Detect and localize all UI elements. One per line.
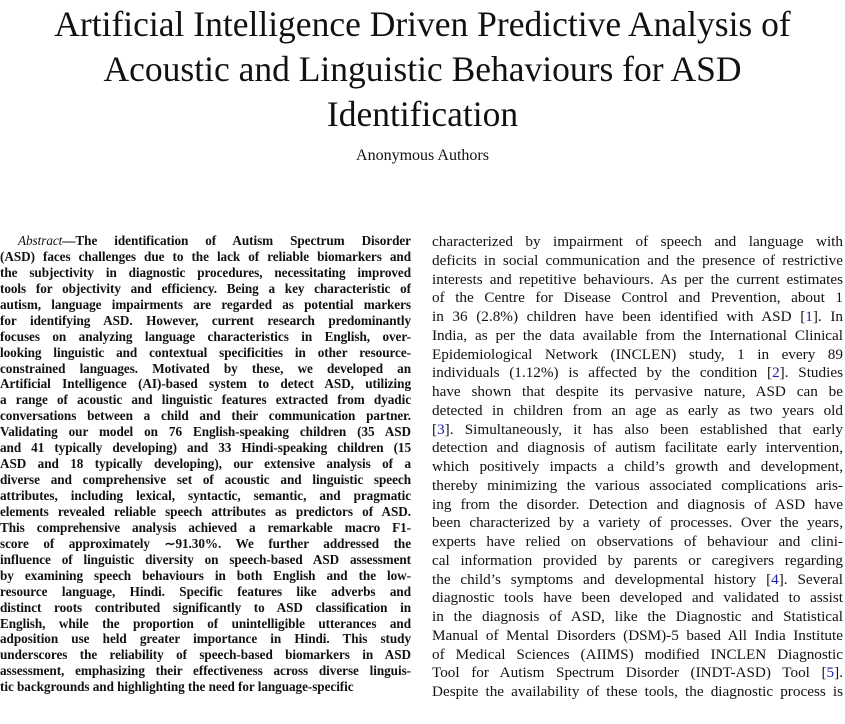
body-line: thereby minimizing the various associated complications aris- [432,476,843,494]
body-line: interests and repetitive behaviours. As per the current estimates [432,270,843,288]
citation-link[interactable]: 4 [771,570,779,588]
abstract-line: elements revealed reliable speech attributes as predictors of ASD. [0,503,411,519]
body-column [432,233,843,723]
body-text: ]. Studies [779,364,843,382]
abstract-line: looking linguistic and contextual specificities in other resource- [0,344,411,360]
abstract-line: Validating our model on 76 English-speaking children (35 ASD [0,424,411,440]
abstract-line: underscores the reliability of speech-based biomarkers in ASD [0,647,411,663]
body-line [432,571,843,590]
title-line: Acoustic and Linguistic Behaviours for ASD [103,49,742,89]
abstract-line: the subjectivity in diagnostic procedures, necessitating improved [0,264,411,280]
abstract-line: assessment, emphasizing their effectiveness across diverse linguis- [0,663,411,679]
body-line: of Medical Sciences (AIIMS) modified INCLEN Diagnostic [432,645,843,663]
abstract-line: and 41 typically developing) and 33 Hindi-speaking children (15 [0,440,411,456]
abstract-text: —The identification of Autism Spectrum Disorder [62,233,411,248]
body-line: characterized by impairment of speech and language with [432,233,843,250]
paper-title [0,2,845,137]
body-line [432,308,843,327]
citation-link[interactable]: 1 [805,308,813,325]
body-line: been characterized by a variety of processes. Over the years, [432,514,843,532]
body-text: ]. [834,664,843,682]
body-line: diagnostic tools have been developed and validated to assist [432,589,843,607]
citation-link[interactable]: 5 [826,664,835,682]
body-line [432,364,843,383]
abstract-line: for identifying ASD. However, current research predominantly [0,312,411,328]
author-line: Anonymous Authors [356,147,489,164]
abstract-line: tic backgrounds and highlighting the need for language-specific [0,679,354,695]
body-text: ]. In [812,308,843,325]
abstract-line: Artificial Intelligence (AI)-based system to detect ASD, utilizing [0,376,411,392]
title-line: Identification [326,94,519,134]
abstract-line: by examining speech behaviours in both English and the low- [0,567,411,583]
body-line: ing from the disorder. Detection and diagnosis of ASD have [432,495,843,513]
body-line: experts have relied on observations of behaviour and clini- [432,533,843,550]
abstract-line: tools for objectivity and efficiency. Being a key characteristic of [0,280,411,296]
abstract-line: (ASD) faces challenges due to the lack of reliable biomarkers and [0,248,411,264]
body-text: individuals (1.12%) is affected by the condition [ [432,364,773,382]
body-line [432,421,843,440]
abstract-line: This comprehensive analysis achieved a remarkable macro F1- [0,519,411,535]
body-text: in 36 (2.8%) children have been identified with ASD [ [432,308,806,325]
body-line: detection and diagnosis of autism facilitate early intervention, [432,439,843,457]
body-text: [ [432,420,438,438]
abstract-line: constrained languages. Motivated by these, we developed an [0,360,411,376]
body-line: India, as per the data available from the International Clinical [432,326,843,344]
body-line: cal information provided by parents or caregivers regarding [432,551,843,569]
body-line [432,664,843,683]
title-line: Artificial Intelligence Driven Predictive Analysis of [54,4,791,44]
body-text: ]. Simultaneously, it has also been established that early [444,420,843,438]
abstract-column [0,233,411,723]
body-text: the child’s symptoms and developmental history [ [432,570,772,588]
abstract-line: distinct roots contributed significantly to ASD classification in [0,599,411,615]
body-line: Epidemiological Network (INCLEN) study, 1 in every 89 [432,345,843,363]
body-text: Tool for Autism Spectrum Disorder (INDT-ASD) Tool [ [432,664,827,682]
abstract-line: autism, language impairments are regarded as potential markers [0,296,411,312]
body-line: have shown that despite its pervasive nature, ASD can be [432,383,843,400]
body-line: of the Centre for Disease Control and Prevention, about 1 [432,289,843,307]
citation-link[interactable]: 3 [437,420,445,438]
abstract-line: influence of linguistic diversity on speech-based ASD assessment [0,551,411,567]
abstract-line: conversations between a child and their communication partner. [0,408,411,424]
abstract-line: ASD and 18 typically developing), our extensive analysis of a [0,456,411,472]
abstract-label: Abstract [18,233,63,248]
body-line: deficits in social communication and the presence of restrictive [432,251,843,269]
body-line: detected in children from an age as early as two years old [432,401,843,419]
body-line: Manual of Mental Disorders (DSM)-5 based All India Institute [432,626,843,644]
abstract-line: diverse and comprehensive set of acoustic and linguistic speech [0,472,411,488]
abstract-line: adposition use held greater importance in Hindi. This study [0,631,411,647]
citation-link[interactable]: 2 [772,364,780,382]
body-line: Despite the availability of these tools, the diagnostic process is [432,683,843,700]
body-line: in the diagnosis of ASD, like the Diagnostic and Statistical [432,608,843,625]
abstract-line: a range of acoustic and linguistic features extracted from dyadic [0,392,411,408]
body-text: ]. Several [778,570,843,588]
abstract-line: resource language, Hindi. Specific features like adverbs and [0,583,411,599]
abstract-line: attributes, including lexical, syntactic, semantic, and pragmatic [0,488,411,503]
body-line: which positively impacts a child’s growth and development, [432,458,843,475]
abstract-line: score of approximately ∼91.30%. We further addressed the [0,535,411,551]
abstract-line: focuses on analyzing language characteristics in English, over- [0,328,411,344]
abstract-line [0,233,411,249]
abstract-line: English, while the proportion of unintelligible utterances and [0,615,411,631]
